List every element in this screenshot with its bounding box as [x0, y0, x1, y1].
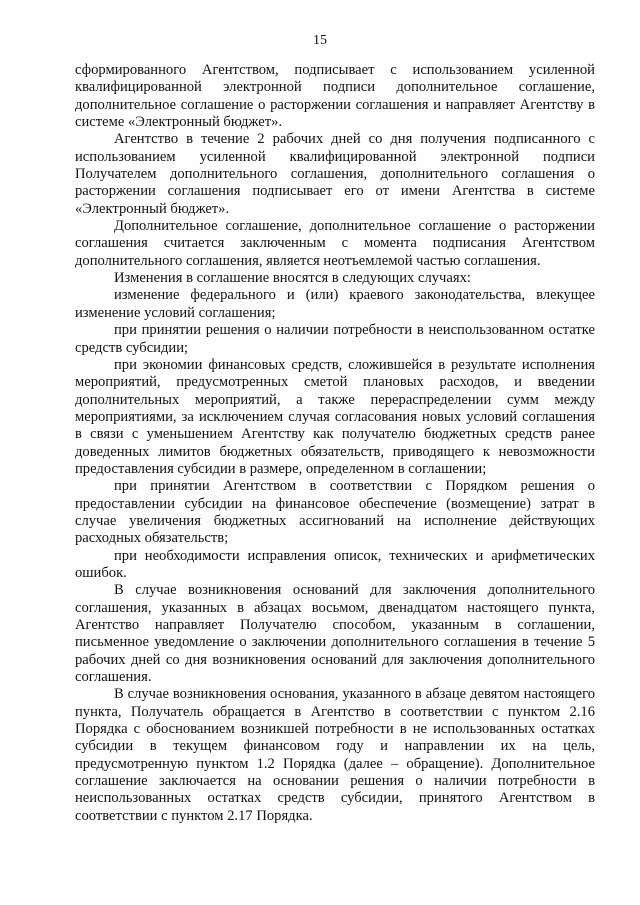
paragraph-8: при принятии Агентством в соответствии с Порядком решения о предоставлении субсидии на финансовое обеспечение (возмещение) затрат в случае увеличения бюджетных ассигнований на исполнение действующих расходных обязательств;	[75, 478, 595, 547]
document-body	[75, 62, 595, 825]
paragraph-7: при экономии финансовых средств, сложившейся в результате исполнения мероприятий, предусмотренных сметой плановых расходов, и введении дополнительных мероприятий, а также перераспределении сумм между мероприятиями, за исключением случая согласования новых условий соглашения в связи с уменьшением Агентству как получателю бюджетных средств ранее доведенных лимитов бюджетных обязательств, приводящего к невозможности предоставления субсидии в размере, определенном в соглашении;	[75, 356, 595, 477]
paragraph-3: Дополнительное соглашение, дополнительное соглашение о расторжении соглашения считается заключенным с момента подписания Агентством дополнительного соглашения, является неотъемлемой частью соглашения.	[75, 218, 595, 269]
page-number: 15	[313, 33, 327, 48]
paragraph-10: В случае возникновения оснований для заключения дополнительного соглашения, указанных в абзацах восьмом, двенадцатом настоящего пункта, Агентство направляет Получателю способом, указанным в соглашении, письменное уведомление о заключении дополнительного соглашения в течение 5 рабочих дней со дня возникновения оснований для заключения дополнительного соглашения.	[75, 582, 595, 686]
paragraph-4: Изменения в соглашение вносятся в следующих случаях:	[114, 270, 471, 287]
paragraph-6: при принятии решения о наличии потребности в неиспользованном остатке средств субсидии;	[75, 322, 595, 356]
paragraph-5: изменение федерального и (или) краевого законодательства, влекущее изменение условий соглашения;	[75, 287, 595, 321]
paragraph-1: сформированного Агентством, подписывает с использованием усиленной квалифицированной электронной подписи дополнительное соглашение, дополнительное соглашение о расторжении соглашения и направляет Агентству в системе «Электронный бюджет».	[75, 62, 595, 131]
paragraph-11: В случае возникновения основания, указанного в абзаце девятом настоящего пункта, Получатель обращается в Агентство в соответствии с пунктом 2.16 Порядка с обоснованием возникшей потребности в не использованных остатках субсидии в текущем финансовом году и направлении их на цель, предусмотренную пунктом 1.2 Порядка (далее – обращение). Дополнительное соглашение заключается на основании решения о наличии потребности в неиспользованных остатках средств субсидии, принятого Агентством в соответствии с пунктом 2.17 Порядка.	[75, 686, 595, 824]
paragraph-9: при необходимости исправления описок, технических и арифметических ошибок.	[75, 547, 595, 581]
paragraph-2: Агентство в течение 2 рабочих дней со дня получения подписанного с использованием усиленной квалифицированной электронной подписи Получателем дополнительного соглашения, дополнительного соглашения о расторжении соглашения подписывает его от имени Агентства в системе «Электронный бюджет».	[75, 131, 595, 217]
